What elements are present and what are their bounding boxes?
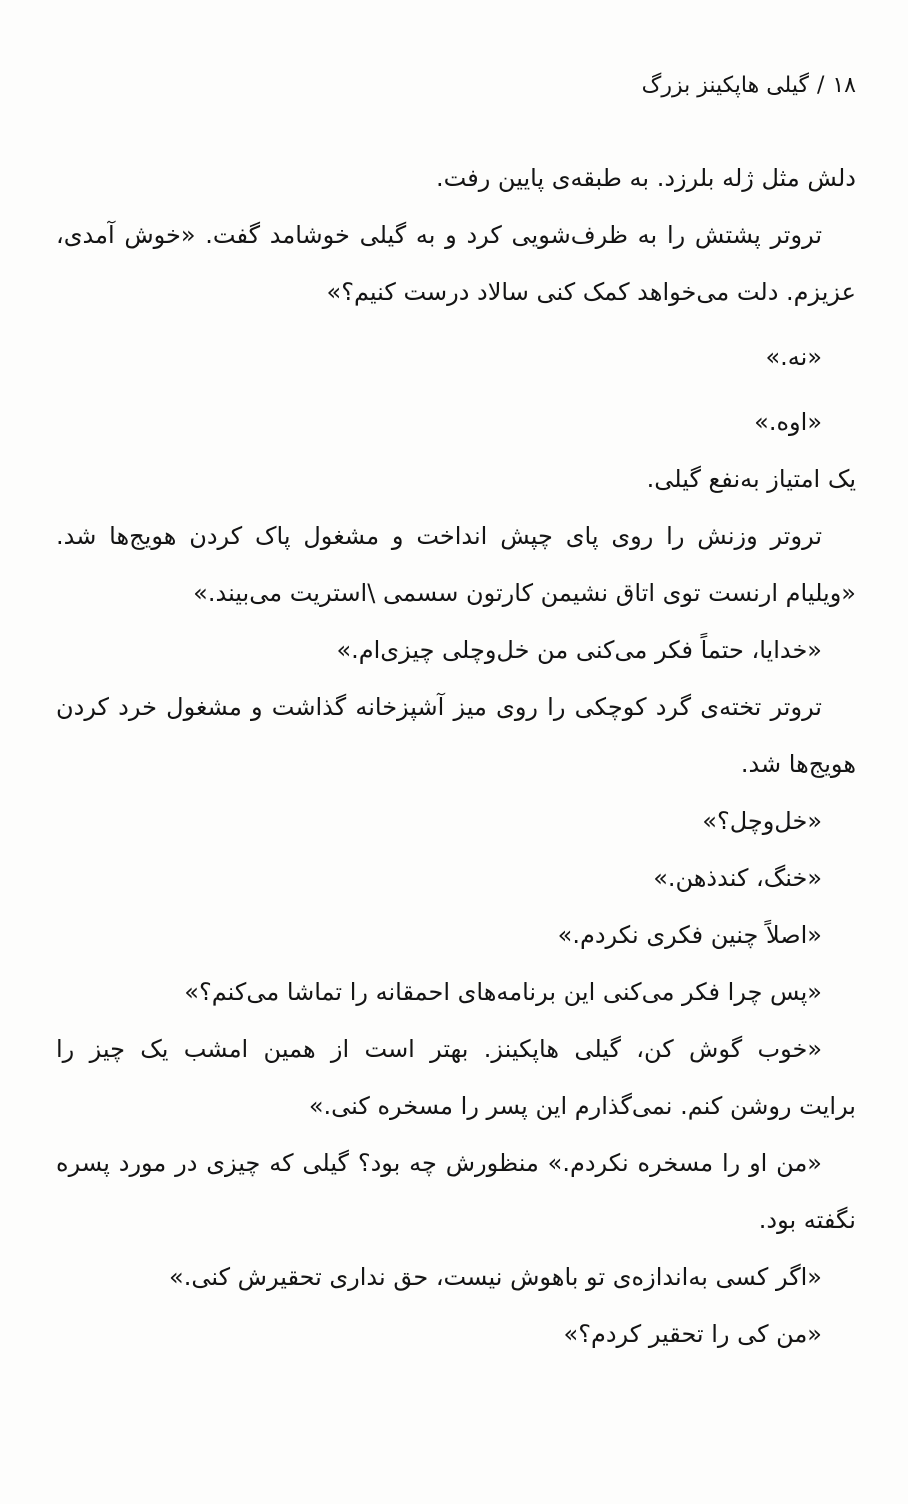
text-line: نگفته بود. xyxy=(758,1206,856,1234)
text-line: تروتر وزنش را روی پای چپش انداخت و مشغول پاک کردن هویج‌ها شد. xyxy=(56,522,822,550)
paragraph-gap xyxy=(56,386,856,394)
text-line: عزیزم. دلت می‌خواهد کمک کنی سالاد درست کنیم؟» xyxy=(326,278,856,306)
text-line: «من او را مسخره نکردم.» منظورش چه بود؟ گیلی که چیزی در مورد پسره xyxy=(56,1149,822,1177)
text-line: «اگر کسی به‌اندازه‌ی تو باهوش نیست، حق نداری تحقیرش کنی.» xyxy=(169,1263,822,1291)
text-line: «نه.» xyxy=(765,343,822,371)
paragraph-gap xyxy=(56,321,856,329)
text-line: «اوه.» xyxy=(754,408,822,436)
text-line: «خل‌وچل؟» xyxy=(702,807,822,835)
book-title: گیلی هاپکینز بزرگ xyxy=(641,73,809,98)
text-line: «پس چرا فکر می‌کنی این برنامه‌های احمقانه را تماشا می‌کنم؟» xyxy=(184,978,822,1006)
text-line: «اصلاً چنین فکری نکردم.» xyxy=(557,921,822,949)
text-line: «خدایا، حتماً فکر می‌کنی من خل‌وچلی چیزی‌ام.» xyxy=(336,636,822,664)
text-line: «خنگ، کندذهن.» xyxy=(653,864,822,892)
text-line: «خوب گوش کن، گیلی هاپکینز. بهتر است از همین امشب یک چیز را xyxy=(56,1035,822,1063)
text-line: تروتر تخته‌ی گرد کوچکی را روی میز آشپزخانه گذاشت و مشغول خرد کردن xyxy=(56,693,822,721)
text-line: تروتر پشتش را به ظرف‌شویی کرد و به گیلی خوشامد گفت. «خوش آمدی، xyxy=(56,221,822,249)
page-number: ۱۸ xyxy=(832,73,856,98)
text-line: «ویلیام ارنست توی اتاق نشیمن کارتون سسمی \استریت می‌بیند.» xyxy=(193,579,856,607)
text-line: دلش مثل ژله بلرزد. به طبقه‌ی پایین رفت. xyxy=(436,164,856,192)
running-header xyxy=(642,70,856,102)
text-line: یک امتیاز به‌نفع گیلی. xyxy=(646,465,856,493)
text-line: برایت روشن کنم. نمی‌گذارم این پسر را مسخره کنی.» xyxy=(308,1092,856,1120)
page-body xyxy=(56,150,856,1363)
text-line: هویج‌ها شد. xyxy=(740,750,856,778)
text-line: «من کی را تحقیر کردم؟» xyxy=(563,1320,822,1348)
header-separator: / xyxy=(816,73,825,98)
